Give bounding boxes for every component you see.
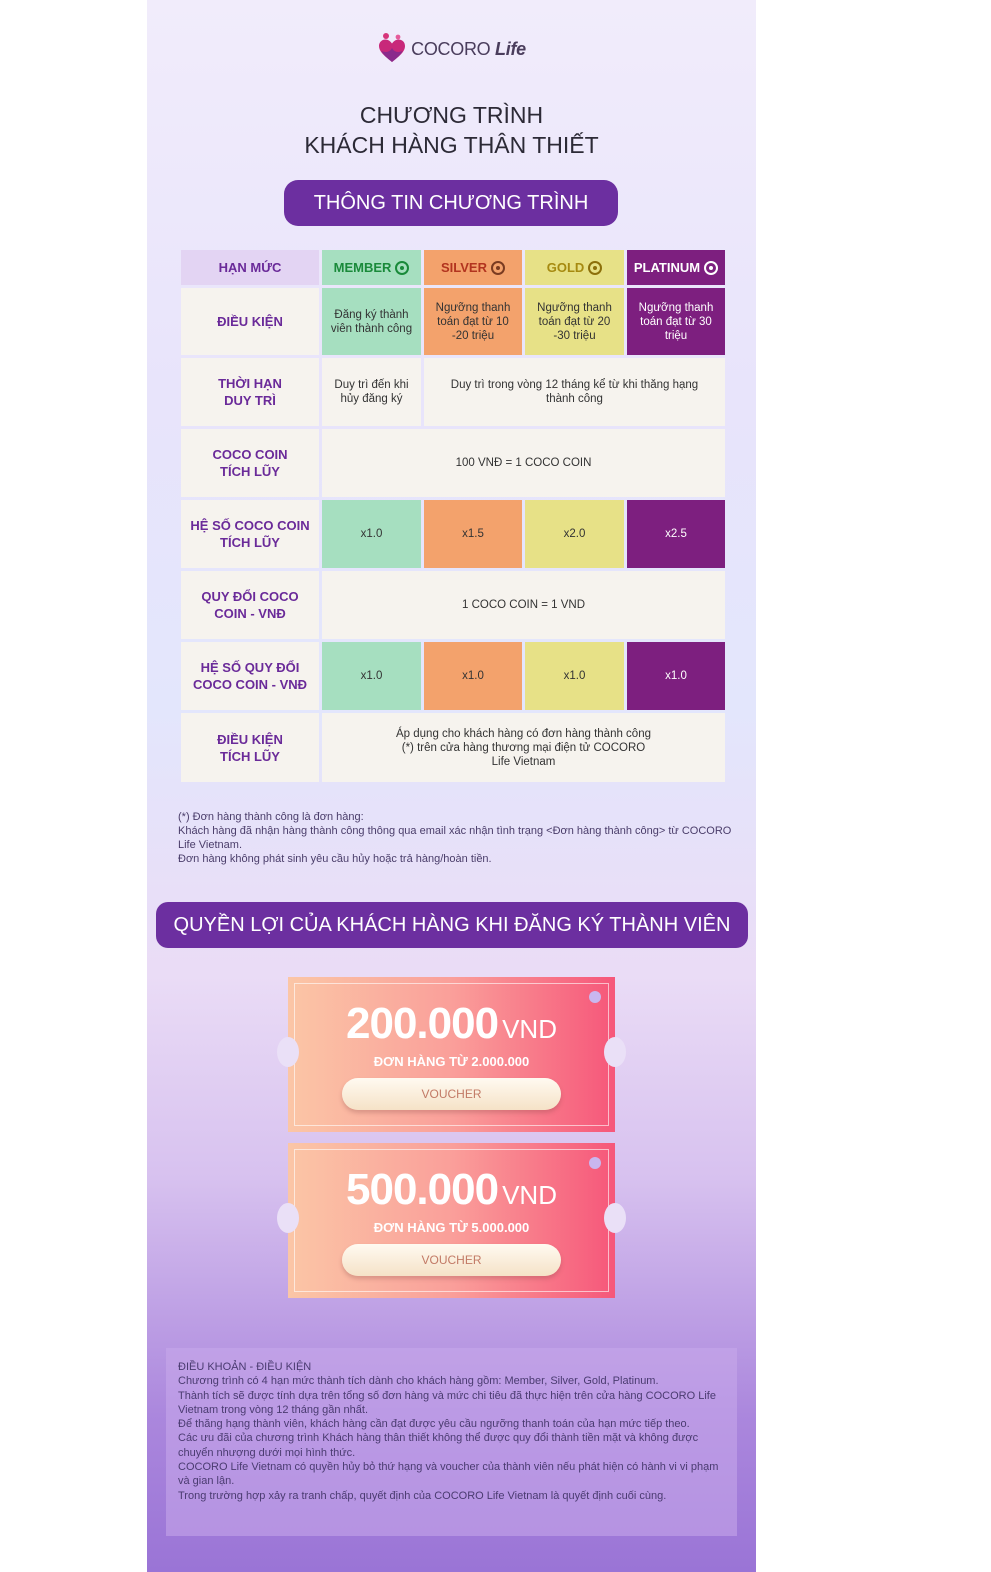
voucher-card[interactable] bbox=[288, 1143, 615, 1298]
gold-badge-icon bbox=[588, 261, 602, 275]
duration-member: Duy trì đến khi hủy đăng ký bbox=[322, 358, 421, 426]
row-label-conversion-multiplier: HỆ SỐ QUY ĐỔI COCO COIN - VNĐ bbox=[181, 642, 319, 710]
conversion-multiplier-member: x1.0 bbox=[322, 642, 421, 710]
tier-name-gold: GOLD bbox=[546, 259, 585, 275]
earn-conditions-text: Áp dụng cho khách hàng có đơn hàng thành công (*) trên cửa hàng thương mại điện tử COCORO Life Vietnam bbox=[322, 713, 725, 782]
conditions-platinum: Ngưỡng thanh toán đạt từ 30 triệu bbox=[627, 288, 725, 355]
row-label-coco-coin: COCO COIN TÍCH LŨY bbox=[181, 429, 319, 497]
silver-badge-icon bbox=[491, 261, 505, 275]
row-label-conversion: QUY ĐỔI COCO COIN - VNĐ bbox=[181, 571, 319, 639]
tier-header-member bbox=[322, 250, 421, 285]
footnote-line: Đơn hàng không phát sinh yêu cầu hủy hoặc trả hàng/hoàn tiền. bbox=[178, 853, 492, 865]
duration-other-tiers: Duy trì trong vòng 12 tháng kể từ khi thăng hạng thành công bbox=[424, 358, 725, 426]
tier-header-gold bbox=[525, 250, 624, 285]
conditions-gold: Ngưỡng thanh toán đạt từ 20 -30 triệu bbox=[525, 288, 624, 355]
heart-logo-icon bbox=[377, 32, 407, 66]
tier-name-silver: SILVER bbox=[441, 259, 487, 275]
terms-line: COCORO Life Vietnam có quyền hủy bỏ thứ hạng và voucher của thành viên nếu phát hiện có hành vi vi phạm và gian lận. bbox=[178, 1461, 719, 1488]
brand-name: COCORO Life bbox=[411, 38, 526, 59]
voucher-button[interactable]: VOUCHER bbox=[342, 1078, 561, 1110]
page-title-line-2: KHÁCH HÀNG THÂN THIẾT bbox=[304, 132, 599, 158]
conversion-multiplier-silver: x1.0 bbox=[424, 642, 522, 710]
voucher-condition: ĐƠN HÀNG TỪ 5.000.000 bbox=[373, 1220, 530, 1235]
terms-line: Thành tích sẽ được tính dựa trên tổng số đơn hàng và mức chi tiêu đã thực hiện trên cửa hàng COCORO Life Vietnam trong vòng 12 tháng gần nhất. bbox=[178, 1389, 716, 1416]
terms-line: Chương trình có 4 hạn mức thành tích dành cho khách hàng gồm: Member, Silver, Gold, Platinum. bbox=[178, 1375, 659, 1388]
terms-line: Trong trường hợp xảy ra tranh chấp, quyết định của COCORO Life Vietnam là quyết định cuối cùng. bbox=[178, 1489, 667, 1502]
conditions-silver: Ngưỡng thanh toán đạt từ 10 -20 triệu bbox=[424, 288, 522, 355]
conditions-member: Đăng ký thành viên thành công bbox=[322, 288, 421, 355]
row-label-earn-conditions: ĐIỀU KIỆN TÍCH LŨY bbox=[181, 713, 319, 782]
member-benefits-button[interactable]: QUYỀN LỢI CỦA KHÁCH HÀNG KHI ĐĂNG KÝ THÀNH VIÊN bbox=[156, 902, 748, 948]
voucher-amount: 200.000 VND bbox=[346, 999, 557, 1048]
terms-and-conditions bbox=[166, 1348, 737, 1536]
voucher-amount: 500.000 VND bbox=[346, 1165, 557, 1214]
loyalty-program-page bbox=[147, 0, 756, 1572]
earn-multiplier-silver: x1.5 bbox=[424, 500, 522, 568]
terms-title: ĐIỀU KHOẢN - ĐIỀU KIỆN bbox=[178, 1361, 312, 1373]
earn-multiplier-platinum: x2.5 bbox=[627, 500, 725, 568]
voucher-condition: ĐƠN HÀNG TỪ 2.000.000 bbox=[373, 1054, 530, 1069]
conversion-rate: 1 COCO COIN = 1 VND bbox=[322, 571, 725, 639]
table-footnote bbox=[178, 810, 738, 866]
page-title bbox=[147, 100, 756, 160]
header-label-cell: HẠN MỨC bbox=[181, 250, 319, 285]
tier-name-member: MEMBER bbox=[333, 259, 392, 275]
row-label-earn-multiplier: HỆ SỐ COCO COIN TÍCH LŨY bbox=[181, 500, 319, 568]
row-label-duration: THỜI HẠN DUY TRÌ bbox=[181, 358, 319, 426]
tier-header-platinum bbox=[627, 250, 725, 285]
coco-coin-rate: 100 VNĐ = 1 COCO COIN bbox=[322, 429, 725, 497]
member-badge-icon bbox=[395, 261, 409, 275]
voucher-button[interactable]: VOUCHER bbox=[342, 1244, 561, 1276]
row-label-conditions: ĐIỀU KIỆN bbox=[181, 288, 319, 355]
program-info-button[interactable]: THÔNG TIN CHƯƠNG TRÌNH bbox=[284, 180, 618, 226]
terms-line: Để thăng hạng thành viên, khách hàng cần đạt được yêu cầu ngưỡng thanh toán của hạn mức tiếp theo. bbox=[178, 1418, 690, 1431]
voucher-card[interactable] bbox=[288, 977, 615, 1132]
tier-name-platinum: PLATINUM bbox=[633, 259, 701, 275]
platinum-badge-icon bbox=[704, 261, 718, 275]
brand-logo[interactable] bbox=[147, 32, 756, 66]
footnote-line: Khách hàng đã nhận hàng thành công thông qua email xác nhận tình trạng <Đơn hàng thành công> từ COCORO Life Vietnam. bbox=[178, 825, 732, 851]
earn-multiplier-gold: x2.0 bbox=[525, 500, 624, 568]
earn-multiplier-member: x1.0 bbox=[322, 500, 421, 568]
page-title-line-1: CHƯƠNG TRÌNH bbox=[359, 102, 544, 128]
conversion-multiplier-gold: x1.0 bbox=[525, 642, 624, 710]
terms-line: Các ưu đãi của chương trình Khách hàng thân thiết không thể được quy đổi thành tiền mặt và không được chuyển nhượng dưới mọi hình thức. bbox=[178, 1432, 699, 1459]
footnote-line: (*) Đơn hàng thành công là đơn hàng: bbox=[178, 811, 364, 823]
tier-header-silver bbox=[424, 250, 522, 285]
conversion-multiplier-platinum: x1.0 bbox=[627, 642, 725, 710]
